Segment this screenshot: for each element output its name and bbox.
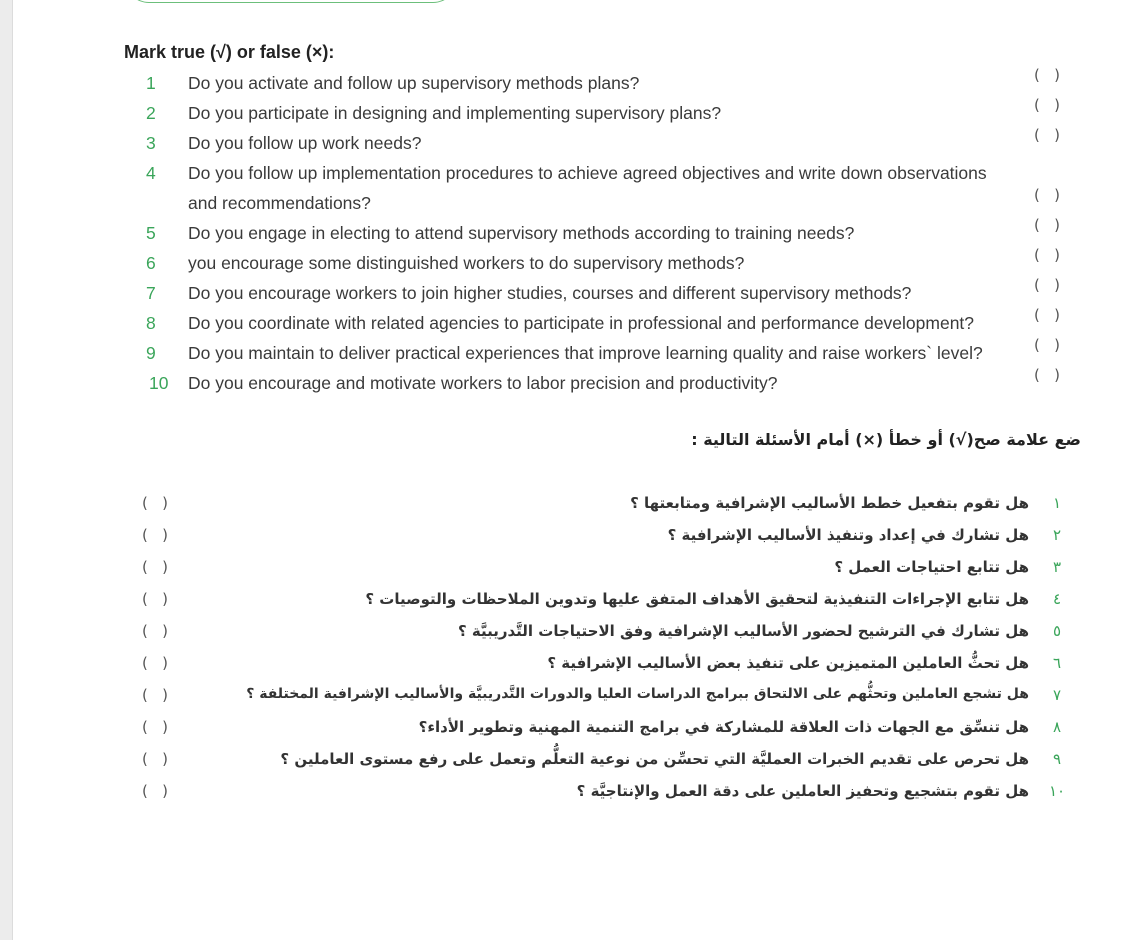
- question-number: ٤: [1052, 590, 1062, 608]
- question-text: هل تشارك في إعداد وتنفيذ الأساليب الإشرافية ؟: [667, 526, 1029, 544]
- question-number: ٨: [1052, 718, 1062, 736]
- answer-box[interactable]: ( ): [142, 718, 169, 736]
- question-text: هل تتابع احتياجات العمل ؟: [834, 558, 1029, 576]
- answer-box[interactable]: ( ): [1034, 246, 1061, 264]
- answer-box[interactable]: ( ): [142, 494, 169, 512]
- question-number: ٣: [1052, 558, 1062, 576]
- question-number: ٧: [1052, 686, 1062, 704]
- question-text: هل تنسِّق مع الجهات ذات العلاقة للمشاركة في برامج التنمية المهنية وتطوير الأداء؟: [418, 718, 1029, 736]
- question-number: ٦: [1052, 654, 1062, 672]
- question-text: هل تشارك في الترشيح لحضور الأساليب الإشرافية وفق الاحتياجات التَّدريبيَّة ؟: [457, 622, 1029, 640]
- answer-box[interactable]: ( ): [1034, 276, 1061, 294]
- question-text: you encourage some distinguished workers to do supervisory methods?: [188, 253, 745, 273]
- question-text: Do you participate in designing and implementing supervisory plans?: [188, 103, 722, 123]
- question-number: 7: [146, 283, 156, 303]
- question-text: Do you coordinate with related agencies to participate in professional and performance development?: [188, 313, 975, 333]
- question-text: هل تحرص على تقديم الخبرات العمليَّة التي تحسِّن من نوعية التعلُّم وتعمل على رفع مستوى العاملين ؟: [280, 750, 1029, 768]
- question-text: Do you maintain to deliver practical experiences that improve learning quality and raise workers` level?: [188, 343, 983, 363]
- question-number: 9: [146, 343, 156, 363]
- answer-box[interactable]: ( ): [142, 686, 169, 704]
- answer-box[interactable]: ( ): [1034, 216, 1061, 234]
- question-text: Do you follow up implementation procedures to achieve agreed objectives and write down observations: [188, 163, 987, 183]
- question-text: Do you encourage workers to join higher studies, courses and different supervisory methods?: [188, 283, 912, 303]
- answer-box[interactable]: ( ): [142, 622, 169, 640]
- question-number: 2: [146, 103, 156, 123]
- question-number: 8: [146, 313, 156, 333]
- answer-box[interactable]: ( ): [1034, 186, 1061, 204]
- question-number: ٢: [1052, 526, 1062, 544]
- question-number: 10: [149, 373, 169, 393]
- question-number: 1: [146, 73, 156, 93]
- answer-box[interactable]: ( ): [142, 782, 169, 800]
- english-instructions: Mark true (√) or false (×):: [124, 42, 335, 62]
- question-number: 3: [146, 133, 156, 153]
- question-number: ١: [1052, 494, 1062, 512]
- question-text: Do you engage in electing to attend supervisory methods according to training needs?: [188, 223, 855, 243]
- question-text: Do you encourage and motivate workers to labor precision and productivity?: [188, 373, 778, 393]
- answer-box[interactable]: ( ): [142, 526, 169, 544]
- question-number: ٩: [1052, 750, 1062, 768]
- arabic-instructions: ضع علامة صح(√) أو خطأ (×) أمام الأسئلة التالية :: [691, 430, 1081, 449]
- answer-box[interactable]: ( ): [142, 750, 169, 768]
- answer-box[interactable]: ( ): [142, 590, 169, 608]
- answer-box[interactable]: ( ): [1034, 96, 1061, 114]
- question-text: هل تحثُّ العاملين المتميزين على تنفيذ بعض الأساليب الإشرافية ؟: [547, 654, 1029, 672]
- answer-box[interactable]: ( ): [142, 558, 169, 576]
- answer-box[interactable]: ( ): [1034, 336, 1061, 354]
- question-number: 4: [146, 163, 156, 183]
- question-text: هل تشجع العاملين وتحثُّهم على الالتحاق ببرامج الدراسات العليا والدورات التَّدريبيَّة والأساليب الإشرافية المختلفة ؟: [246, 686, 1029, 702]
- question-text-line2: and recommendations?: [188, 193, 371, 213]
- answer-box[interactable]: ( ): [1034, 126, 1061, 144]
- question-text: Do you activate and follow up supervisory methods plans?: [188, 73, 640, 93]
- decorative-frame: [125, 0, 457, 3]
- answer-box[interactable]: ( ): [142, 654, 169, 672]
- question-number: 6: [146, 253, 156, 273]
- answer-box[interactable]: ( ): [1034, 66, 1061, 84]
- question-text: هل تتابع الإجراءات التنفيذية لتحقيق الأهداف المتفق عليها وتدوين الملاحظات والتوصيات ؟: [365, 590, 1029, 608]
- answer-box[interactable]: ( ): [1034, 306, 1061, 324]
- question-number: ٥: [1052, 622, 1062, 640]
- question-text: هل تقوم بتشجيع وتحفيز العاملين على دقة العمل والإنتاجيَّة ؟: [576, 782, 1029, 800]
- question-text: هل تقوم بتفعيل خطط الأساليب الإشرافية ومتابعتها ؟: [630, 494, 1029, 512]
- question-number: ١٠: [1048, 782, 1066, 800]
- page-edge: [0, 0, 13, 940]
- question-number: 5: [146, 223, 156, 243]
- answer-box[interactable]: ( ): [1034, 366, 1061, 384]
- question-text: Do you follow up work needs?: [188, 133, 422, 153]
